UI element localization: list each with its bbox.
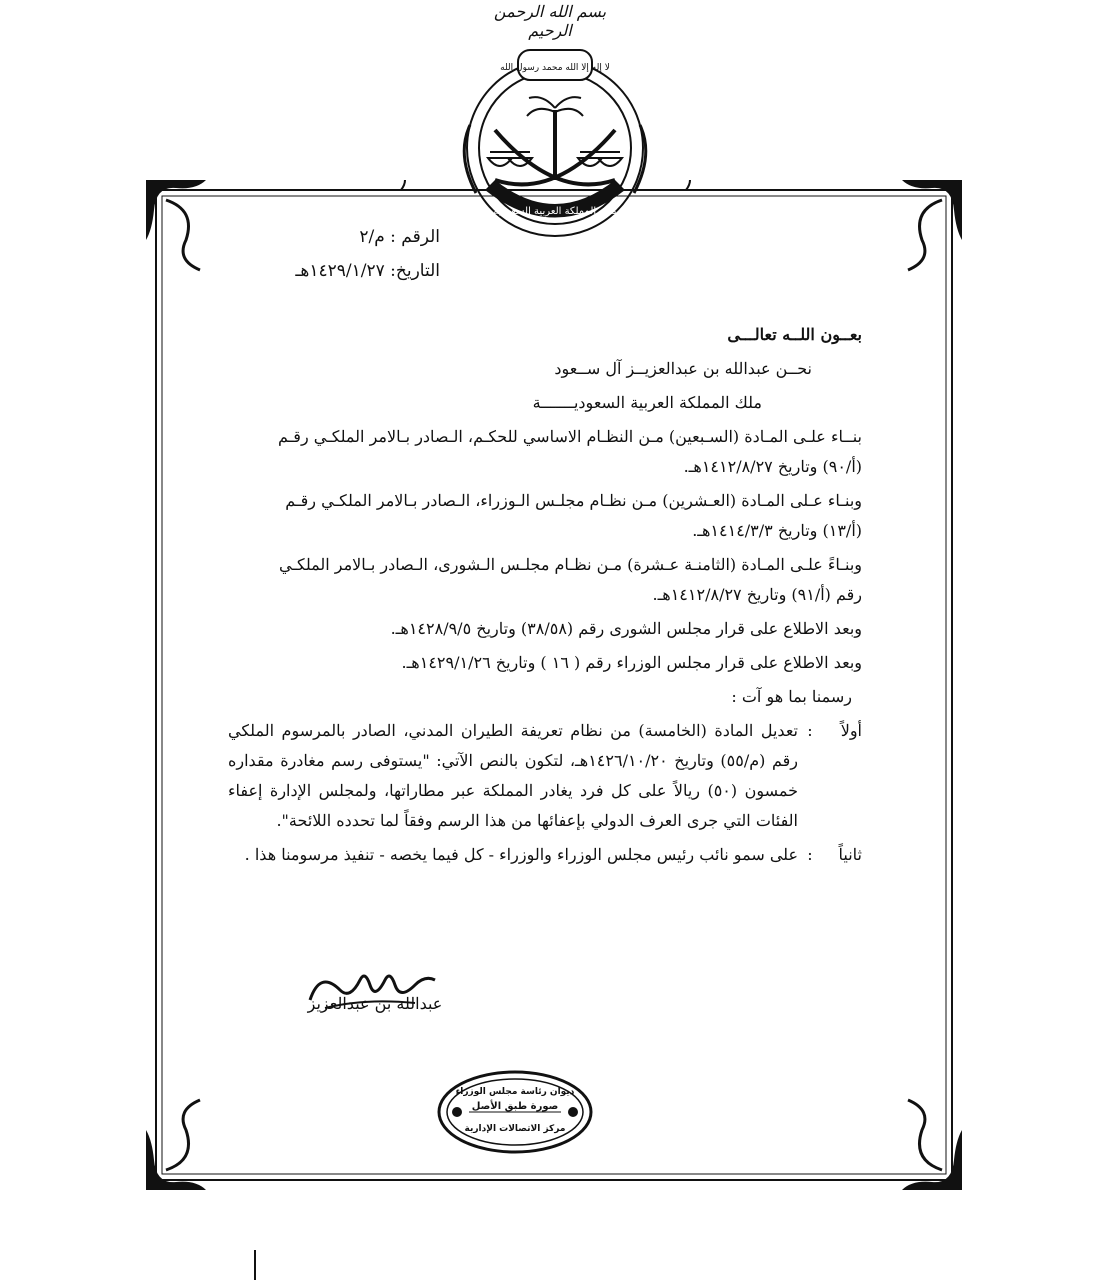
paragraph-article-20-a: وبنـاء عـلى المـادة (العـشرين) مـن نظـام مجلـس الـوزراء، الـصادر بـالامر الملكـي رقـم [285, 491, 862, 510]
decree-body [228, 320, 862, 870]
paragraph-article-20-b: (أ/١٣) وتاريخ ١٤١٤/٣/٣هـ. [692, 521, 862, 540]
paragraph-decreed: رسمنا بما هو آت : [731, 687, 852, 706]
official-stamp-icon [435, 1068, 595, 1156]
king-title-line: ملك المملكة العربية السعوديـــــــة [532, 393, 762, 412]
signer-name: عبدالله بن عبدالعزيز [307, 994, 443, 1013]
clause-first-colon: : [807, 721, 813, 740]
paragraph-article-70-a: بنــاء علـى المـادة (السـبعين) مـن النظـام الاساسي للحكـم، الـصادر بـالامر الملكـي رقـم [277, 427, 862, 446]
stamp-line-2: صورة طبق الأصل [471, 1101, 559, 1112]
paragraph-shura-decision: وبعد الاطلاع على قرار مجلس الشورى رقم (٣٨/٥٨) وتاريخ ١٤٢٨/٩/٥هـ. [390, 619, 862, 638]
clause-second-colon: : [807, 845, 813, 864]
clause-first [228, 716, 862, 836]
margin-mark-icon [250, 1250, 260, 1280]
clause-second [228, 840, 862, 870]
issuer-line: نحــن عبدالله بن عبدالعزيــز آل ســعود [554, 359, 812, 378]
paragraph-article-18-b: رقم (أ/٩١) وتاريخ ١٤١٢/٨/٢٧هـ. [652, 585, 862, 604]
paragraph-council-decision: وبعد الاطلاع على قرار مجلس الوزراء رقم ( ١٦ ) وتاريخ ١٤٢٩/١/٢٦هـ. [401, 653, 862, 672]
clause-second-label: ثانياً [838, 845, 862, 864]
basmala-text: بسم الله الرحمن الرحيم [493, 2, 607, 40]
stamp-line-1: ديوان رئاسة مجلس الوزراء [455, 1087, 575, 1097]
emblem-ring-text: ملك المملكة العربية السعودية [493, 206, 617, 217]
paragraph-article-70-b: (أ/٩٠) وتاريخ ١٤١٢/٨/٢٧هـ. [683, 457, 862, 476]
stamp-line-3: مركز الاتصالات الإدارية [464, 1124, 566, 1134]
clause-second-text: على سمو نائب رئيس مجلس الوزراء والوزراء - كل فيما يخصه - تنفيذ مرسومنا هذا . [244, 845, 798, 864]
emblem-top-text: لا إله إلا الله محمد رسول الله [500, 63, 610, 73]
decree-date: التاريخ: ١٤٢٩/١/٢٧هـ [295, 261, 440, 281]
decree-reference [220, 220, 440, 288]
clause-first-label: أولاً [840, 721, 862, 740]
paragraph-article-20 [228, 486, 862, 546]
decree-number: الرقم : م/٢ [359, 227, 440, 247]
opening-line: بعــون اللــه تعالـــى [727, 325, 862, 344]
paragraph-article-70 [228, 422, 862, 482]
paragraph-article-18 [228, 550, 862, 610]
clause-first-text: تعديل المادة (الخامسة) من نظام تعريفة الطيران المدني، الصادر بالمرسوم الملكي رقم (م/٥٥) وتاريخ ١٤٢٦/١٠/٢٠هـ، لتكون بالنص الآتي: "يستوفى رسم مغادرة مقداره خمسون (٥٠) ريالاً على كل فرد يغادر المملكة عبر مطاراتها، ولمجلس الإدارة إعفاء الفئات التي جرى العرف الدولي بإعفائها من هذا الرسم وفقاً لما تحدده اللائحة". [228, 721, 799, 830]
paragraph-article-18-a: وبنـاءً علـى المـادة (الثامنـة عـشرة) مـن نظـام مجلـس الـشورى، الـصادر بـالامر الملكـي [278, 555, 862, 574]
